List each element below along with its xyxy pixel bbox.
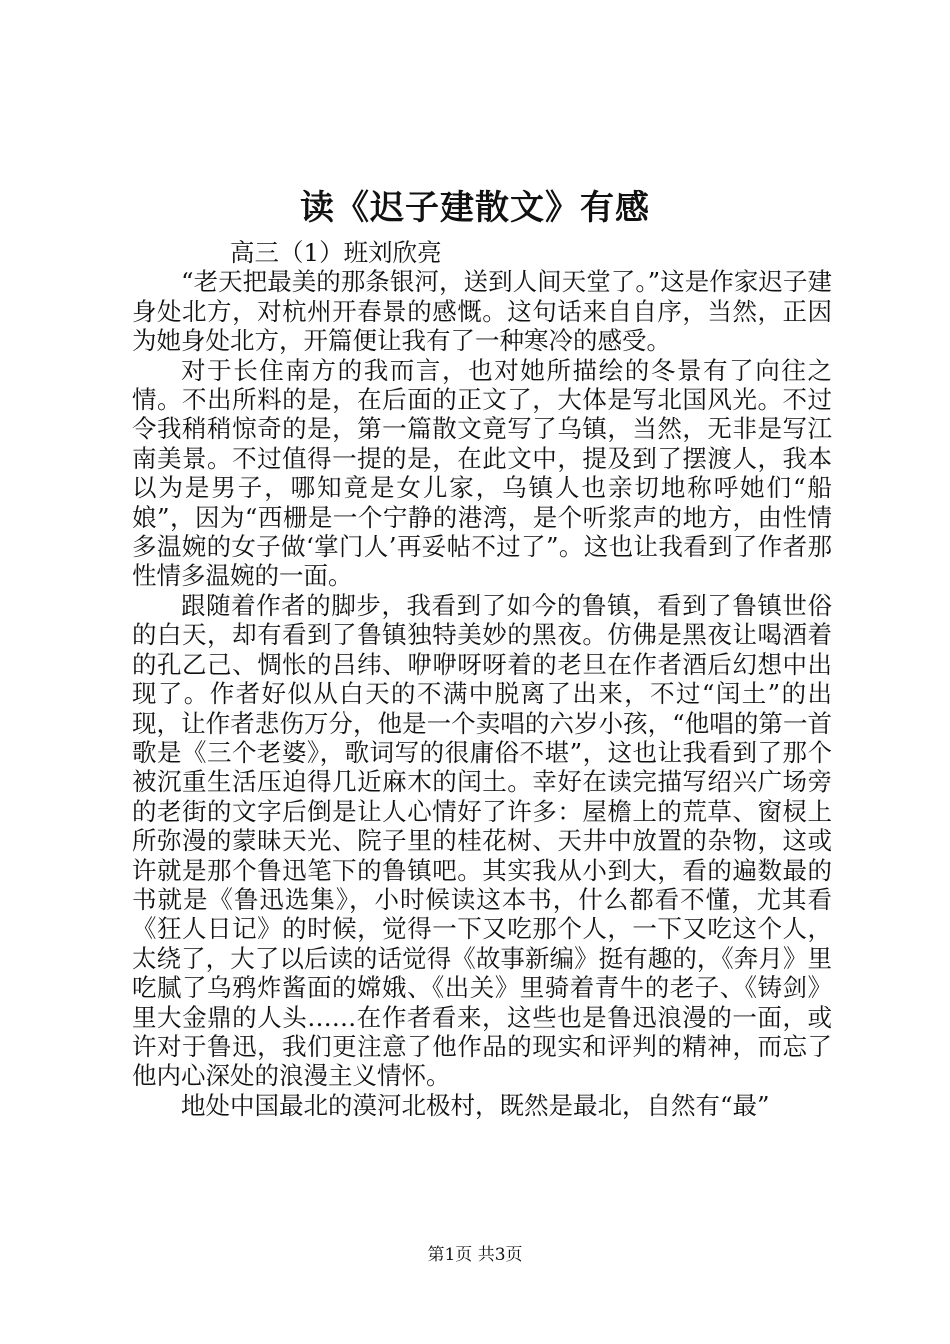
page-footer: 第1页 共3页 <box>427 1245 523 1265</box>
paragraph-2: 对于长住南方的我而言，也对她所描绘的冬景有了向往之情。不出所料的是，在后面的正文了，大体是写北国风光。不过令我稍稍惊奇的是，第一篇散文竟写了乌镇，当然，无非是写江南美景。不过值得一提的是，在此文中，提及到了摆渡人，我本以为是男子，哪知竟是女儿家，乌镇人也亲切地称呼她们“船娘”，因为“西栅是一个宁静的港湾，是个听浆声的地方，由性情多温婉的女子做‘掌门人’再妥帖不过了”。这也让我看到了作者那性情多温婉的一面。 <box>132 355 832 591</box>
author-line: 高三（1）班刘欣亮 <box>230 238 442 267</box>
document-title: 读《迟子建散文》有感 <box>300 188 650 228</box>
paragraph-4: 地处中国最北的漠河北极村，既然是最北，自然有“最” <box>181 1090 770 1120</box>
paragraph-1: “老天把最美的那条银河，送到人间天堂了。”这是作家迟子建身处北方，对杭州开春景的感慨。这句话来自自序，当然，正因为她身处北方，开篇便让我有了一种寒冷的感受。 <box>132 267 832 356</box>
paragraph-3: 跟随着作者的脚步，我看到了如今的鲁镇，看到了鲁镇世俗的白天，却有看到了鲁镇独特美妙的黑夜。仿佛是黑夜让喝酒着的孔乙己、惆怅的吕纬、咿咿呀呀着的老旦在作者酒后幻想中出现了。作者好似从白天的不满中脱离了出来，不过“闰土”的出现，让作者悲伤万分，他是一个卖唱的六岁小孩，“他唱的第一首歌是《三个老婆》，歌词写的很庸俗不堪”，这也让我看到了那个被沉重生活压迫得几近麻木的闰土。幸好在读完描写绍兴广场旁的老街的文字后倒是让人心情好了许多：屋檐上的荒草、窗棂上所弥漫的蒙昧天光、院子里的桂花树、天井中放置的杂物，这或许就是那个鲁迅笔下的鲁镇吧。其实我从小到大，看的遍数最的书就是《鲁迅选集》，小时候读这本书，什么都看不懂，尤其看《狂人日记》的时候，觉得一下又吃那个人，一下又吃这个人，太绕了，大了以后读的话觉得《故事新编》挺有趣的，《奔月》里吃腻了乌鸦炸酱面的嫦娥、《出关》里骑着青牛的老子、《铸剑》里大金鼎的人头……在作者看来，这些也是鲁迅浪漫的一面，或许对于鲁迅，我们更注意了他作品的现实和评判的精神，而忘了他内心深处的浪漫主义情怀。 <box>132 590 832 1091</box>
document-body <box>132 238 832 1120</box>
